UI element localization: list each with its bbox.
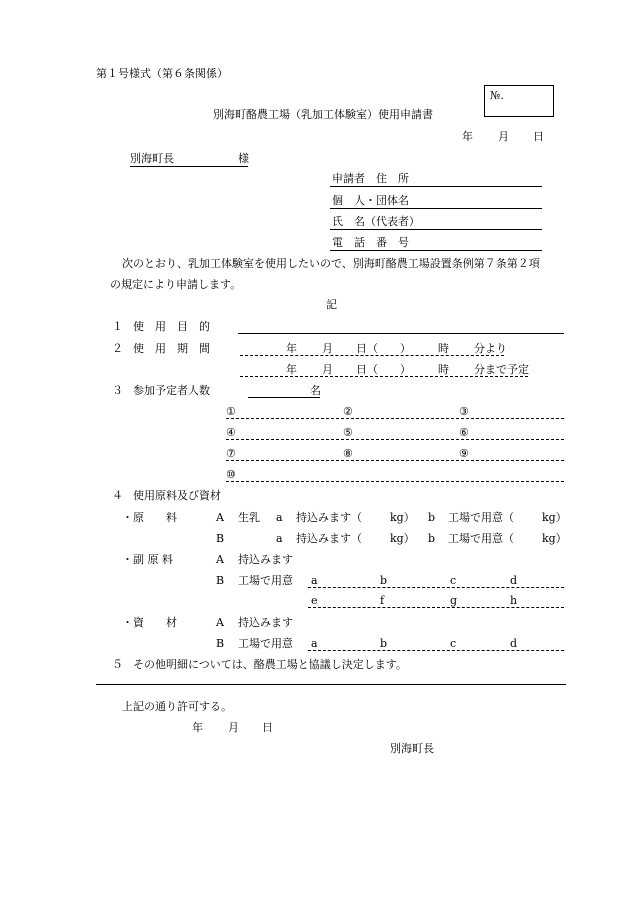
period-end-minute: 分まで予定 <box>474 363 529 376</box>
period-start-minute: 分より <box>474 342 507 355</box>
raw-b-bring-kg: kg） <box>390 532 415 545</box>
participant-5-label: ⑤ <box>343 426 353 439</box>
raw-a-factory-letter: b <box>428 511 436 524</box>
participant-row-3-field[interactable] <box>226 460 564 461</box>
sub-material-label: ・副 原 料 <box>122 553 173 566</box>
material-b-letter-c: c <box>450 637 457 650</box>
sub-b-letter-h: h <box>510 594 518 607</box>
material-option-a-text: 持込みます <box>238 616 293 629</box>
date-year: 年 <box>462 130 473 143</box>
intro-line-2: の規定により申請します。 <box>110 278 242 291</box>
item-5-number: ５ <box>112 658 123 671</box>
participant-7-label: ⑦ <box>226 447 236 460</box>
material-row-field[interactable] <box>308 650 564 651</box>
sub-b-letter-a: a <box>311 574 318 587</box>
period-start-day: 日（ <box>356 342 378 355</box>
participant-6-label: ⑥ <box>459 426 469 439</box>
date-day: 日 <box>533 130 544 143</box>
period-end-hour: 時 <box>438 363 449 376</box>
sub-option-b-letter: B <box>216 574 225 587</box>
item-4-number: ４ <box>112 489 123 502</box>
sub-option-b-text: 工場で用意 <box>238 574 293 587</box>
purpose-field[interactable] <box>238 333 564 334</box>
item-2-label: 使 用 期 間 <box>133 342 210 355</box>
addressee-name: 別海町長 <box>130 152 174 165</box>
approval-date-month: 月 <box>228 721 239 734</box>
period-end-year: 年 <box>286 363 297 376</box>
item-4-label: 使用原料及び資材 <box>133 489 221 502</box>
material-b-letter-d: d <box>510 637 518 650</box>
sub-b-letter-d: d <box>510 574 518 587</box>
raw-option-a-text: 生乳 <box>238 511 260 524</box>
raw-a-bring-kg: kg） <box>390 511 415 524</box>
participant-unit: 名 <box>310 384 321 397</box>
material-option-a-letter: A <box>216 616 224 629</box>
item-3-number: ３ <box>112 384 123 397</box>
item-1-label: 使 用 目 的 <box>133 320 210 333</box>
applicant-phone-field[interactable] <box>330 250 542 251</box>
participant-2-label: ② <box>343 405 353 418</box>
raw-a-bring-text: 持込みます（ <box>296 511 362 524</box>
number-label: №. <box>490 89 504 102</box>
material-label: ・資 材 <box>122 616 177 629</box>
applicant-address-field[interactable] <box>330 186 542 187</box>
applicant-name-label: 氏 名（代表者） <box>332 215 420 228</box>
participant-10-label: ⑩ <box>226 468 236 481</box>
sub-b-letter-f: f <box>380 594 385 607</box>
participant-8-label: ⑧ <box>343 447 353 460</box>
period-end-paren: ） <box>400 363 411 376</box>
document-title: 別海町酪農工場（乳加工体験室）使用申請書 <box>213 108 433 121</box>
participant-9-label: ⑨ <box>459 447 469 460</box>
period-start-month: 月 <box>322 342 333 355</box>
sub-b-letter-b: b <box>380 574 388 587</box>
period-start-paren: ） <box>400 342 411 355</box>
item-5-text: その他明細については、酪農工場と協議し決定します。 <box>133 658 407 671</box>
raw-b-bring-text: 持込みます（ <box>296 532 362 545</box>
participant-1-label: ① <box>226 405 236 418</box>
sub-material-row-2-field[interactable] <box>308 607 564 608</box>
item-2-number: ２ <box>112 342 123 355</box>
material-b-letter-b: b <box>380 637 388 650</box>
raw-b-factory-text: 工場で用意（ <box>448 532 514 545</box>
date-month: 月 <box>498 130 509 143</box>
intro-line-1: 次のとおり、乳加工体験室を使用したいので、別海町酪農工場設置条例第７条第２項 <box>122 257 540 270</box>
raw-b-bring-letter: a <box>276 532 283 545</box>
number-box <box>484 85 554 117</box>
participant-row-1-field[interactable] <box>226 418 564 419</box>
section-divider <box>96 684 566 685</box>
participant-3-label: ③ <box>459 405 469 418</box>
approval-text: 上記の通り許可する。 <box>122 700 232 713</box>
approval-signer: 別海町長 <box>390 742 434 755</box>
ki-heading: 記 <box>326 298 337 311</box>
participant-row-4-field[interactable] <box>226 481 564 482</box>
applicant-group-field[interactable] <box>330 208 542 209</box>
sub-option-a-letter: A <box>216 553 224 566</box>
approval-date-year: 年 <box>192 721 203 734</box>
approval-date-day: 日 <box>262 721 273 734</box>
raw-b-factory-kg: kg） <box>542 532 567 545</box>
sub-b-letter-g: g <box>450 594 458 607</box>
form-number: 第１号様式（第６条関係） <box>96 67 228 80</box>
raw-a-bring-letter: a <box>276 511 283 524</box>
applicant-name-field[interactable] <box>330 229 542 230</box>
sub-option-a-text: 持込みます <box>238 553 293 566</box>
period-end-day: 日（ <box>356 363 378 376</box>
raw-b-factory-letter: b <box>428 532 436 545</box>
sub-b-letter-e: e <box>311 594 318 607</box>
applicant-address-label: 申請者 住 所 <box>332 172 409 185</box>
item-3-label: 参加予定者人数 <box>133 384 210 397</box>
raw-option-a-letter: A <box>216 511 224 524</box>
addressee-underline <box>130 166 248 167</box>
sub-material-row-1-field[interactable] <box>308 587 564 588</box>
applicant-phone-label: 電 話 番 号 <box>332 236 409 249</box>
material-option-b-letter: B <box>216 637 225 650</box>
raw-a-factory-text: 工場で用意（ <box>448 511 514 524</box>
applicant-group-label: 個 人・団体名 <box>332 194 409 207</box>
period-start-year: 年 <box>286 342 297 355</box>
participant-4-label: ④ <box>226 426 236 439</box>
material-option-b-text: 工場で用意 <box>238 637 293 650</box>
addressee-honorific: 様 <box>238 152 249 165</box>
raw-a-factory-kg: kg） <box>542 511 567 524</box>
material-b-letter-a: a <box>311 637 318 650</box>
period-end-month: 月 <box>322 363 333 376</box>
period-start-hour: 時 <box>438 342 449 355</box>
sub-b-letter-c: c <box>450 574 457 587</box>
participant-row-2-field[interactable] <box>226 439 564 440</box>
raw-option-b-letter: B <box>216 532 225 545</box>
raw-material-label: ・原 料 <box>122 511 177 524</box>
item-1-number: １ <box>112 320 123 333</box>
